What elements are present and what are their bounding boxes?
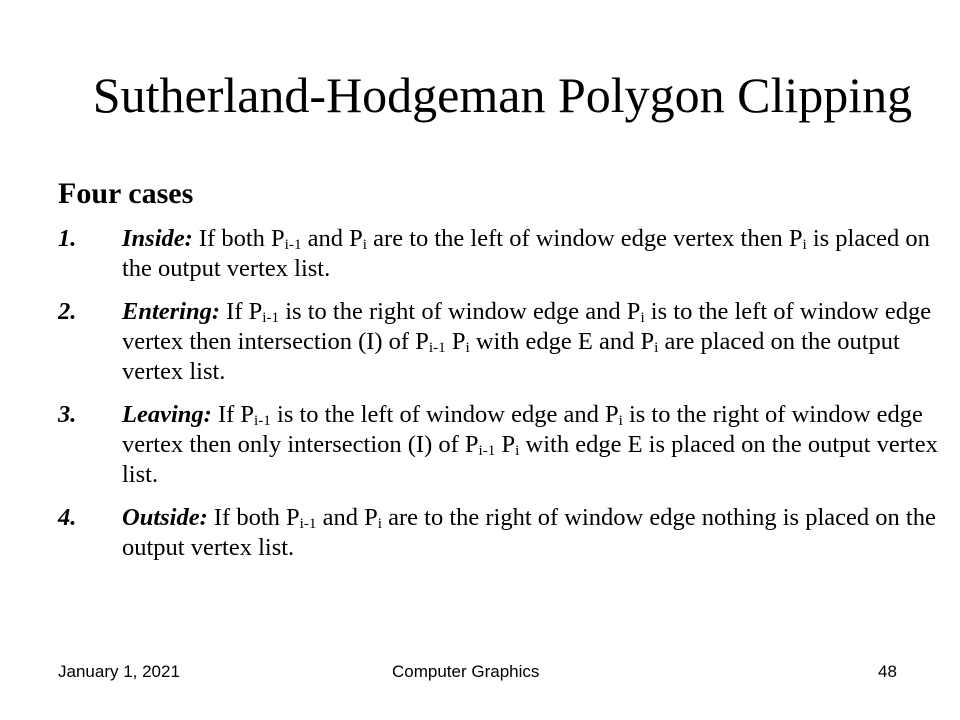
case-label: Inside: xyxy=(122,225,193,252)
case-text: are to the left of window edge vertex then P xyxy=(367,225,803,252)
case-label: Leaving: xyxy=(122,401,212,428)
case-text: is to the left of window edge vertex then intersection (I) of P xyxy=(122,298,932,355)
case-number: 4. xyxy=(58,504,77,531)
case-text: If both P xyxy=(207,504,300,531)
case-text: with edge E and P xyxy=(469,328,655,355)
subscript: i-1 xyxy=(299,514,317,532)
subscript: i-1 xyxy=(262,308,280,326)
subscript: i-1 xyxy=(478,441,496,459)
case-number: 2. xyxy=(58,298,77,325)
subscript: i xyxy=(465,338,470,356)
case-text: P xyxy=(495,431,516,458)
case-text: and P xyxy=(301,225,363,252)
case-text: are placed on the output vertex list. xyxy=(122,328,900,385)
case-text: with edge E is placed on the output vertex list. xyxy=(122,431,938,488)
subscript: i xyxy=(802,235,807,253)
subheading: Four cases xyxy=(58,177,194,210)
case-list xyxy=(58,224,938,576)
case-item xyxy=(58,297,938,387)
case-text: is to the right of window edge and P xyxy=(279,298,641,325)
case-number: 3. xyxy=(58,401,77,428)
subscript: i-1 xyxy=(284,235,302,253)
case-label: Entering: xyxy=(122,298,221,325)
case-item xyxy=(58,400,938,490)
case-item xyxy=(58,503,938,563)
subscript: i xyxy=(618,411,623,429)
case-text: P xyxy=(445,328,466,355)
case-text: is to the left of window edge and P xyxy=(270,401,619,428)
case-text: If P xyxy=(211,401,255,428)
case-text: are to the right of window edge nothing is placed on the output vertex list. xyxy=(122,504,936,561)
subscript: i xyxy=(640,308,645,326)
case-text: If both P xyxy=(192,225,285,252)
subscript: i-1 xyxy=(254,411,271,429)
case-item xyxy=(58,224,938,284)
slide-title: Sutherland-Hodgeman Polygon Clipping xyxy=(92,67,913,123)
subscript: i xyxy=(654,338,659,356)
footer-title: Computer Graphics xyxy=(392,662,540,681)
subscript: i xyxy=(377,514,382,532)
case-text: is placed on the output vertex list. xyxy=(122,225,930,282)
case-label: Outside: xyxy=(122,504,208,531)
case-text: If P xyxy=(220,298,263,325)
footer-date: January 1, 2021 xyxy=(58,662,180,681)
subscript: i xyxy=(362,235,368,253)
subscript: i xyxy=(515,441,520,459)
case-text: is to the right of window edge vertex then only intersection (I) of P xyxy=(122,401,923,458)
case-number: 1. xyxy=(58,225,77,252)
case-text: and P xyxy=(316,504,378,531)
subscript: i-1 xyxy=(428,338,446,356)
page-number: 48 xyxy=(878,662,897,681)
